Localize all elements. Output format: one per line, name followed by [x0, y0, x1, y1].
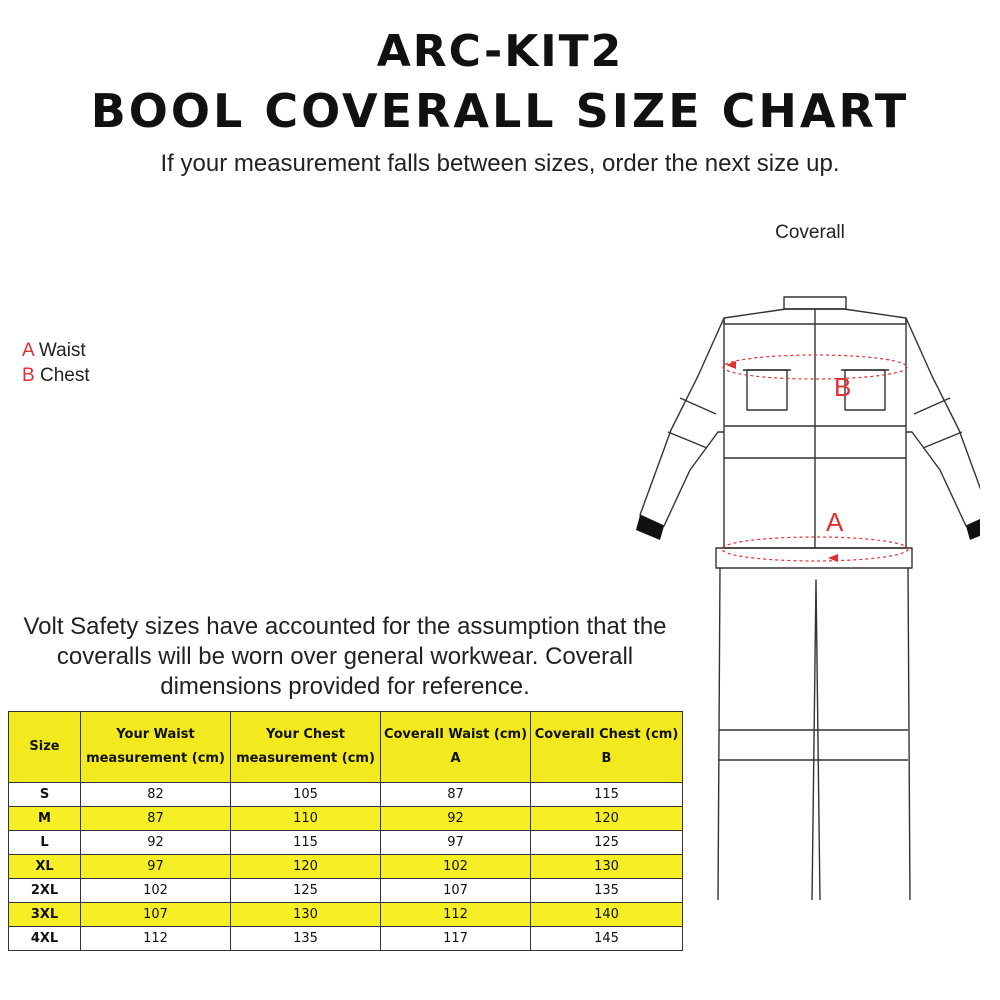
waist-cell: 82: [81, 783, 231, 807]
right-cuff: [966, 515, 980, 540]
coverall-chest-cell: 145: [531, 927, 683, 951]
waist-cell: 102: [81, 879, 231, 903]
chest-cell: 115: [231, 831, 381, 855]
collar-shape: [784, 297, 846, 309]
table-header-row: [9, 712, 683, 783]
coverall-waist-cell: 102: [381, 855, 531, 879]
coverall-waist-cell: 112: [381, 903, 531, 927]
header-line: Coverall Waist (cm): [383, 727, 528, 742]
header-line: measurement (cm): [236, 751, 375, 766]
header-coverall-chest: [531, 712, 683, 783]
header-line: B: [601, 751, 612, 766]
waistband: [716, 548, 912, 568]
header-line: Your Chest: [266, 727, 345, 742]
header-line: Your Waist: [116, 727, 195, 742]
waist-cell: 97: [81, 855, 231, 879]
waist-cell: 112: [81, 927, 231, 951]
size-cell: 4XL: [9, 927, 81, 951]
size-cell: L: [9, 831, 81, 855]
table-row: [9, 903, 683, 927]
chart-title-line2: BOOL COVERALL SIZE CHART: [90, 84, 910, 138]
right-sleeve-band-top: [914, 398, 950, 414]
header-line: A: [450, 751, 461, 766]
coverall-chest-cell: 135: [531, 879, 683, 903]
legend-label-waist: Waist: [38, 340, 86, 361]
header-your-chest: [231, 712, 381, 783]
header-size-label: Size: [29, 739, 60, 754]
table-row: [9, 879, 683, 903]
legend-key-a: A: [22, 340, 34, 361]
size-cell: M: [9, 807, 81, 831]
table-row: [9, 855, 683, 879]
table-row: [9, 831, 683, 855]
waist-marker-a: A: [826, 507, 844, 537]
coverall-waist-cell: 92: [381, 807, 531, 831]
coverall-waist-cell: 107: [381, 879, 531, 903]
sizing-advice: If your measurement falls between sizes, order the next size up.: [160, 150, 840, 177]
table-row: [9, 783, 683, 807]
coverall-chest-cell: 125: [531, 831, 683, 855]
coverall-chest-cell: 140: [531, 903, 683, 927]
waist-cell: 107: [81, 903, 231, 927]
chart-title-line1: ARC-KIT2: [376, 26, 624, 77]
legend-label-chest: Chest: [39, 365, 90, 386]
right-sleeve: [906, 318, 980, 526]
chest-marker-b: B: [834, 372, 852, 402]
chest-cell: 120: [231, 855, 381, 879]
table-row: [9, 807, 683, 831]
header-coverall-waist: [381, 712, 531, 783]
header-line: measurement (cm): [86, 751, 225, 766]
coverall-chest-cell: 130: [531, 855, 683, 879]
left-sleeve: [640, 318, 724, 526]
coverall-chest-cell: 115: [531, 783, 683, 807]
right-sleeve-band-bottom: [923, 432, 962, 448]
header-size: [9, 712, 81, 783]
legend-item-waist: [22, 340, 86, 362]
size-cell: XL: [9, 855, 81, 879]
coverall-chest-cell: 120: [531, 807, 683, 831]
size-cell: 2XL: [9, 879, 81, 903]
left-sleeve-band-bottom: [668, 432, 707, 448]
coverall-waist-cell: 87: [381, 783, 531, 807]
left-cuff: [636, 515, 664, 540]
coverall-waist-cell: 117: [381, 927, 531, 951]
sizing-note: Volt Safety sizes have accounted for the assumption that the coveralls will be worn over general workwear. Coverall dimensions provided for reference.: [23, 613, 667, 700]
table-row: [9, 927, 683, 951]
waist-cell: 92: [81, 831, 231, 855]
chest-cell: 130: [231, 903, 381, 927]
coverall-waist-cell: 97: [381, 831, 531, 855]
legend-key-b: B: [22, 365, 35, 386]
size-cell: S: [9, 783, 81, 807]
header-line: Coverall Chest (cm): [534, 727, 679, 742]
size-cell: 3XL: [9, 903, 81, 927]
header-your-waist: [81, 712, 231, 783]
size-table: [8, 711, 683, 951]
diagram-label: Coverall: [775, 222, 845, 243]
legend-item-chest: [22, 365, 90, 387]
left-sleeve-band-top: [680, 398, 716, 414]
chest-cell: 125: [231, 879, 381, 903]
chest-cell: 110: [231, 807, 381, 831]
waist-cell: 87: [81, 807, 231, 831]
chest-cell: 105: [231, 783, 381, 807]
chest-cell: 135: [231, 927, 381, 951]
trouser-legs: [718, 568, 910, 900]
